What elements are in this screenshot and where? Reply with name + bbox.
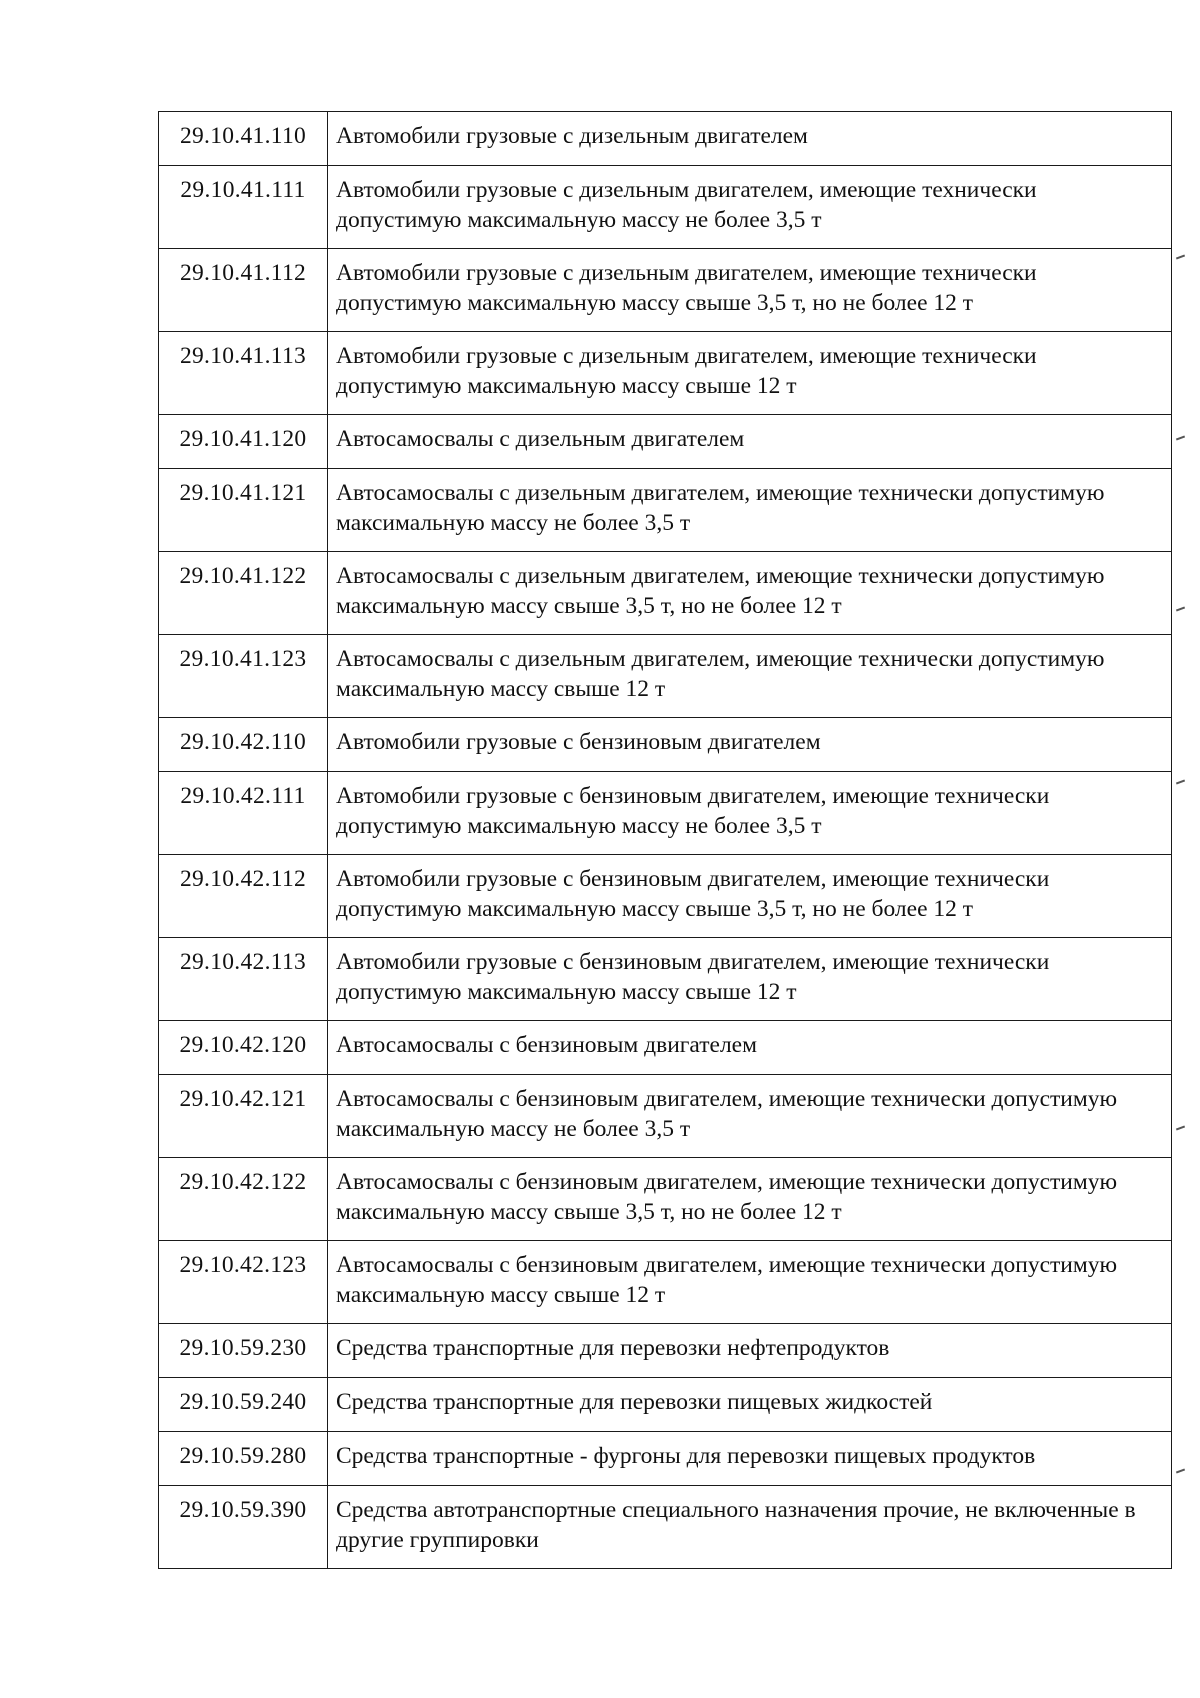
name-cell: Автомобили грузовые с дизельным двигателем, имеющие технически допустимую максимальную массу свыше 3,5 т, но не более 12 т <box>328 249 1172 332</box>
margin-tick-mark <box>1176 1126 1185 1131</box>
table-row <box>159 1241 1172 1324</box>
name-cell: Средства транспортные для перевозки нефтепродуктов <box>328 1324 1172 1378</box>
table-row <box>159 1158 1172 1241</box>
name-cell: Автосамосвалы с бензиновым двигателем <box>328 1021 1172 1075</box>
name-cell: Автомобили грузовые с дизельным двигателем, имеющие технически допустимую максимальную массу не более 3,5 т <box>328 166 1172 249</box>
table-row <box>159 1075 1172 1158</box>
table-row <box>159 635 1172 718</box>
name-cell: Средства транспортные для перевозки пищевых жидкостей <box>328 1378 1172 1432</box>
table-row <box>159 166 1172 249</box>
code-cell: 29.10.41.120 <box>159 415 328 469</box>
name-cell: Автосамосвалы с бензиновым двигателем, имеющие технически допустимую максимальную массу свыше 3,5 т, но не более 12 т <box>328 1158 1172 1241</box>
table-row <box>159 855 1172 938</box>
name-cell: Средства транспортные - фургоны для перевозки пищевых продуктов <box>328 1432 1172 1486</box>
code-cell: 29.10.42.120 <box>159 1021 328 1075</box>
code-cell: 29.10.41.122 <box>159 552 328 635</box>
table-row <box>159 469 1172 552</box>
code-cell: 29.10.59.390 <box>159 1486 328 1569</box>
okpd-code-table <box>158 111 1172 1569</box>
code-cell: 29.10.59.230 <box>159 1324 328 1378</box>
name-cell: Автомобили грузовые с дизельным двигателем <box>328 112 1172 166</box>
name-cell: Автосамосвалы с дизельным двигателем <box>328 415 1172 469</box>
code-cell: 29.10.41.123 <box>159 635 328 718</box>
table-row <box>159 718 1172 772</box>
table-row <box>159 1021 1172 1075</box>
name-cell: Автомобили грузовые с бензиновым двигателем <box>328 718 1172 772</box>
table-row <box>159 1432 1172 1486</box>
margin-tick-mark <box>1176 1469 1185 1474</box>
name-cell: Средства автотранспортные специального назначения прочие, не включенные в другие группировки <box>328 1486 1172 1569</box>
code-cell: 29.10.42.122 <box>159 1158 328 1241</box>
table-row <box>159 772 1172 855</box>
margin-tick-mark <box>1176 436 1185 441</box>
code-cell: 29.10.42.110 <box>159 718 328 772</box>
name-cell: Автосамосвалы с бензиновым двигателем, имеющие технически допустимую максимальную массу свыше 12 т <box>328 1241 1172 1324</box>
table-row <box>159 1324 1172 1378</box>
code-cell: 29.10.59.240 <box>159 1378 328 1432</box>
name-cell: Автомобили грузовые с бензиновым двигателем, имеющие технически допустимую максимальную массу не более 3,5 т <box>328 772 1172 855</box>
code-cell: 29.10.41.111 <box>159 166 328 249</box>
table-row <box>159 1378 1172 1432</box>
code-cell: 29.10.42.121 <box>159 1075 328 1158</box>
table-row <box>159 112 1172 166</box>
name-cell: Автосамосвалы с дизельным двигателем, имеющие технически допустимую максимальную массу свыше 3,5 т, но не более 12 т <box>328 552 1172 635</box>
table-row <box>159 332 1172 415</box>
code-cell: 29.10.41.113 <box>159 332 328 415</box>
margin-tick-mark <box>1176 255 1185 260</box>
name-cell: Автосамосвалы с дизельным двигателем, имеющие технически допустимую максимальную массу не более 3,5 т <box>328 469 1172 552</box>
name-cell: Автомобили грузовые с дизельным двигателем, имеющие технически допустимую максимальную массу свыше 12 т <box>328 332 1172 415</box>
name-cell: Автосамосвалы с бензиновым двигателем, имеющие технически допустимую максимальную массу не более 3,5 т <box>328 1075 1172 1158</box>
margin-tick-mark <box>1176 607 1185 612</box>
margin-tick-mark <box>1176 780 1185 785</box>
table-row <box>159 552 1172 635</box>
name-cell: Автомобили грузовые с бензиновым двигателем, имеющие технически допустимую максимальную массу свыше 12 т <box>328 938 1172 1021</box>
table-row <box>159 1486 1172 1569</box>
code-cell: 29.10.59.280 <box>159 1432 328 1486</box>
code-cell: 29.10.41.112 <box>159 249 328 332</box>
table-row <box>159 938 1172 1021</box>
code-cell: 29.10.42.111 <box>159 772 328 855</box>
code-cell: 29.10.42.113 <box>159 938 328 1021</box>
table-row <box>159 415 1172 469</box>
code-cell: 29.10.41.121 <box>159 469 328 552</box>
code-cell: 29.10.41.110 <box>159 112 328 166</box>
table-row <box>159 249 1172 332</box>
code-cell: 29.10.42.112 <box>159 855 328 938</box>
code-cell: 29.10.42.123 <box>159 1241 328 1324</box>
name-cell: Автосамосвалы с дизельным двигателем, имеющие технически допустимую максимальную массу свыше 12 т <box>328 635 1172 718</box>
name-cell: Автомобили грузовые с бензиновым двигателем, имеющие технически допустимую максимальную массу свыше 3,5 т, но не более 12 т <box>328 855 1172 938</box>
